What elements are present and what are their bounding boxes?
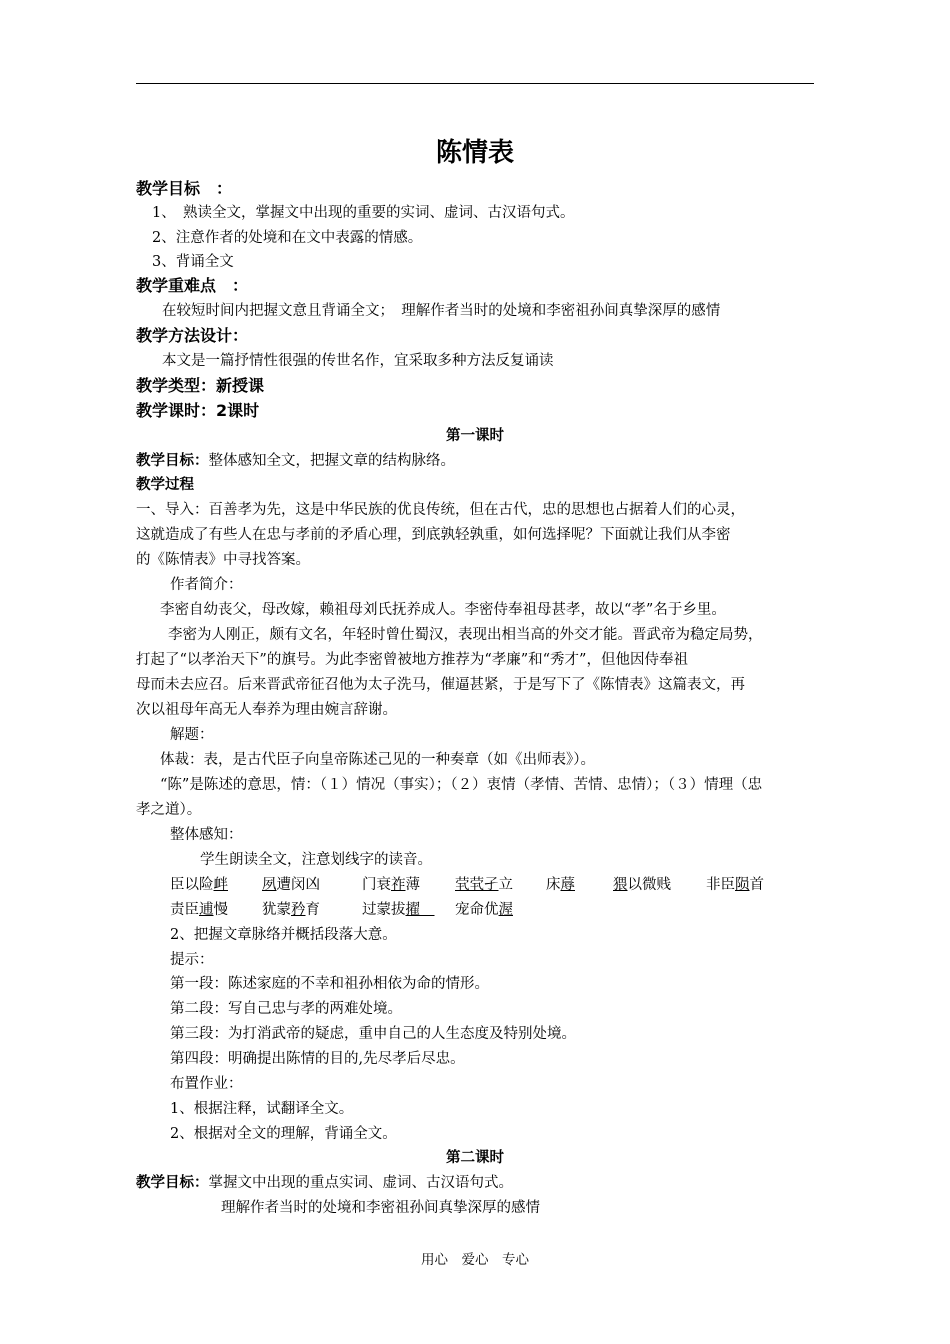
- vocab-item: 门衰祚薄: [362, 877, 420, 893]
- page-footer: 用心 爱心 专心: [421, 1252, 529, 1268]
- hint-heading: 提示：: [170, 952, 214, 968]
- homework-item-2: 2、根据对全文的理解，背诵全文。: [170, 1126, 397, 1142]
- lesson-hours: 教学课时：2课时: [136, 401, 260, 420]
- lesson2-goal: [136, 1173, 513, 1193]
- paragraph-summary-1: 第一段：陈述家庭的不幸和祖孙相依为命的情形。: [170, 976, 489, 992]
- vocab-item: 过蒙拔擢: [362, 902, 435, 918]
- author-line-1: 李密自幼丧父，母改嫁，赖祖母刘氏抚养成人。李密侍奉祖母甚孝，故以“孝”名于乡里。: [160, 602, 726, 618]
- lesson2-goal-text: 掌握文中出现的重点实词、虚词、古汉语句式。: [208, 1175, 513, 1191]
- vocab-item: 非臣陨首: [706, 877, 764, 893]
- goal-item-1: 1、 熟读全文，掌握文中出现的重要的实词、虚词、古汉语句式。: [152, 205, 575, 221]
- lesson1-goal-text: 整体感知全文，把握文章的结构脉络。: [208, 453, 455, 469]
- author-heading: 作者简介：: [170, 577, 243, 593]
- lesson2-heading: 第二课时: [446, 1150, 504, 1166]
- overall-heading: 整体感知：: [170, 827, 243, 843]
- method-heading: 教学方法设计：: [136, 326, 249, 345]
- jieti-heading: 解题：: [170, 727, 214, 743]
- author-line-3: 打起了“以孝治天下”的旗号。为此李密曾被地方推荐为“孝廉”和“秀才”，但他因侍奉祖: [136, 652, 688, 668]
- homework-item-1: 1、根据注释，试翻译全文。: [170, 1101, 354, 1117]
- vocab-item: 臣以险衅: [170, 877, 228, 893]
- read-task: 学生朗读全文，注意划线字的读音。: [200, 852, 432, 868]
- page-title: 陈情表: [435, 138, 514, 168]
- jieti-line-1: 体裁：表，是古代臣子向皇帝陈述己见的一种奏章（如《出师表》）。: [160, 752, 595, 768]
- vocab-item: 犹蒙矜育: [262, 902, 320, 918]
- paragraph-summary-2: 第二段：写自己忠与孝的两难处境。: [170, 1001, 402, 1017]
- vocab-item: 责臣逋慢: [170, 902, 228, 918]
- lesson2-goal-label: 教学目标：: [136, 1175, 209, 1191]
- vocab-item: 床蓐: [546, 877, 575, 893]
- header-rule: [136, 83, 814, 84]
- intro-line-3: 的《陈情表》中寻找答案。: [136, 552, 310, 568]
- goal-item-3: 3、背诵全文: [152, 254, 234, 270]
- vocab-item: 茕茕孑立: [455, 877, 513, 893]
- lesson1-heading: 第一课时: [446, 428, 504, 444]
- lesson2-goal-text-2: 理解作者当时的处境和李密祖孙间真挚深厚的感情: [221, 1200, 540, 1216]
- author-line-4: 母而未去应召。后来晋武帝征召他为太子洗马，催逼甚紧，于是写下了《陈情表》这篇表文，再: [136, 677, 745, 693]
- vocab-item: 夙遭闵凶: [262, 877, 320, 893]
- lesson1-goal-label: 教学目标：: [136, 453, 209, 469]
- author-line-5: 次以祖母年高无人奉养为理由婉言辞谢。: [136, 702, 397, 718]
- homework-heading: 布置作业：: [170, 1076, 243, 1092]
- paragraph-summary-4: 第四段：明确提出陈情的目的,先尽孝后尽忠。: [170, 1051, 465, 1067]
- key-points-heading: 教学重难点 ：: [136, 276, 249, 295]
- lesson-type: 教学类型：新授课: [136, 376, 265, 395]
- jieti-line-2: “陈”是陈述的意思，情：（１）情况（事实）；（２）衷情（孝情、苦情、忠情）；（３）情理（忠: [160, 777, 763, 793]
- process-heading: 教学过程: [136, 477, 194, 493]
- vocab-item: 宠命优渥: [455, 902, 513, 918]
- jieti-line-3: 孝之道）。: [136, 802, 202, 818]
- method-text: 本文是一篇抒情性很强的传世名作，宜采取多种方法反复诵读: [162, 353, 554, 369]
- author-line-2: 李密为人刚正，颇有文名，年轻时曾仕蜀汉，表现出相当高的外交才能。晋武帝为稳定局势，: [168, 627, 763, 643]
- goal-item-2: 2、注意作者的处境和在文中表露的情感。: [152, 230, 423, 246]
- paragraph-summary-3: 第三段：为打消武帝的疑虑，重申自己的人生态度及特别处境。: [170, 1026, 576, 1042]
- goals-heading: 教学目标 ：: [136, 179, 233, 198]
- key-points-text: 在较短时间内把握文意且背诵全文； 理解作者当时的处境和李密祖孙间真挚深厚的感情: [162, 303, 721, 319]
- lesson1-goal: [136, 451, 455, 471]
- intro-line-1: 一、导入：百善孝为先，这是中华民族的优良传统，但在古代，忠的思想也占据着人们的心灵，: [136, 502, 745, 518]
- intro-line-2: 这就造成了有些人在忠与孝前的矛盾心理，到底孰轻孰重，如何选择呢？下面就让我们从李密: [136, 527, 731, 543]
- vocab-item: 猥以微贱: [613, 877, 671, 893]
- task-2: 2、把握文章脉络并概括段落大意。: [170, 927, 397, 943]
